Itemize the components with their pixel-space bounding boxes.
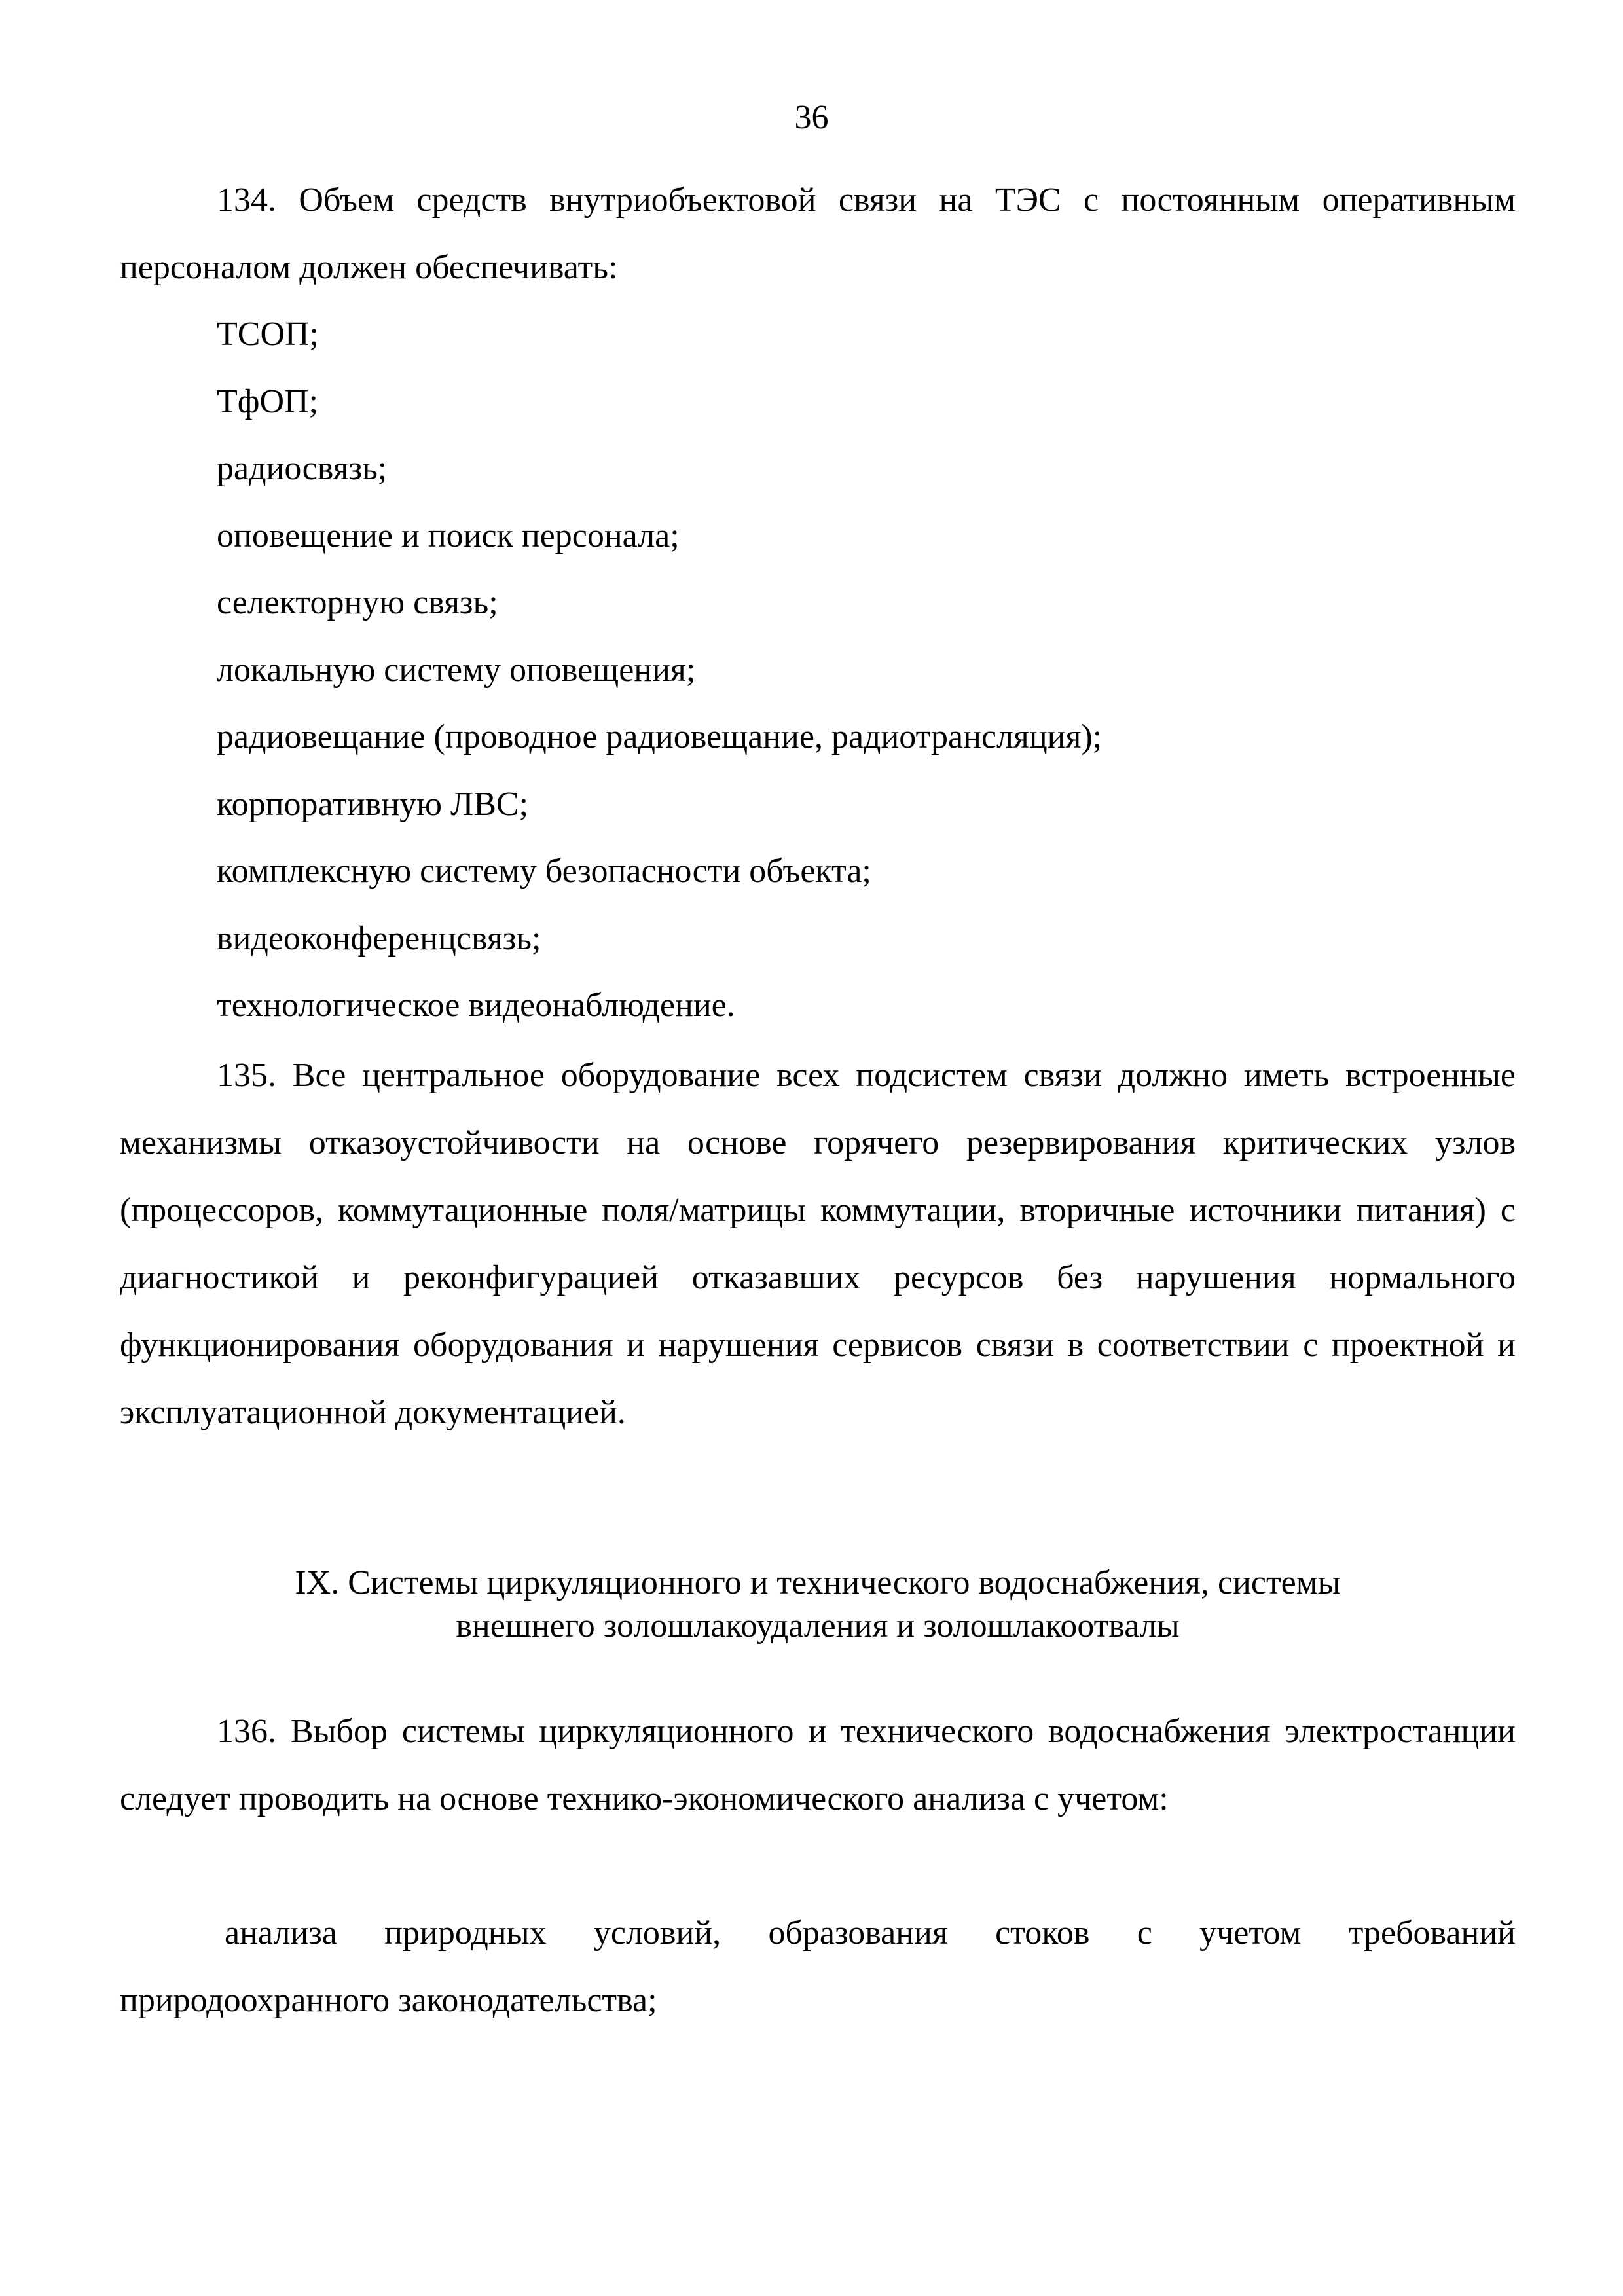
paragraph-134: 134. Объем средств внутриобъектовой связи на ТЭС с постоянным оперативным персоналом должен обеспечивать: — [120, 181, 1516, 286]
list-item: корпоративную ЛВС; — [217, 785, 529, 823]
list-item: видеоконференцсвязь; — [217, 919, 541, 957]
list-item: ТфОП; — [217, 382, 319, 420]
paragraph-135: 135. Все центральное оборудование всех подсистем связи должно иметь встроенные механизмы отказоустойчивости на основе горячего резервирования критических узлов (процессоров, коммутационные поля/матрицы коммутации, вторичные источники питания) с диагностикой и реконфигурацией отказавших ресурсов без нарушения нормального функционирования оборудования и нарушения сервисов связи в соответствии с проектной и эксплуатационной документацией. — [120, 1057, 1516, 1431]
list-item: оповещение и поиск персонала; — [217, 517, 680, 555]
section-heading-line-2: внешнего золошлакоудаления и золошлакоотвалы — [456, 1607, 1180, 1645]
list-item: ТСОП; — [217, 316, 319, 353]
paragraph-136: 136. Выбор системы циркуляционного и технического водоснабжения электростанции следует проводить на основе технико-экономического анализа с учетом: — [120, 1713, 1516, 1817]
list-item: комплексную систему безопасности объекта; — [217, 852, 871, 890]
list-item: радиовещание (проводное радиовещание, радиотрансляция); — [217, 718, 1103, 756]
section-heading-line-1: IX. Системы циркуляционного и технического водоснабжения, системы — [295, 1564, 1341, 1601]
paragraph-136-item-1: анализа природных условий, образования стоков с учетом требований природоохранного законодательства; — [120, 1914, 1516, 2019]
list-item: локальную систему оповещения; — [217, 651, 696, 689]
list-item: селекторную связь; — [217, 584, 498, 621]
list-item: радиосвязь; — [217, 450, 388, 487]
communication-means-list — [217, 301, 1102, 1040]
page-number: 36 — [794, 99, 829, 136]
section-heading — [120, 1561, 1516, 1648]
list-item: технологическое видеонаблюдение. — [217, 987, 735, 1024]
